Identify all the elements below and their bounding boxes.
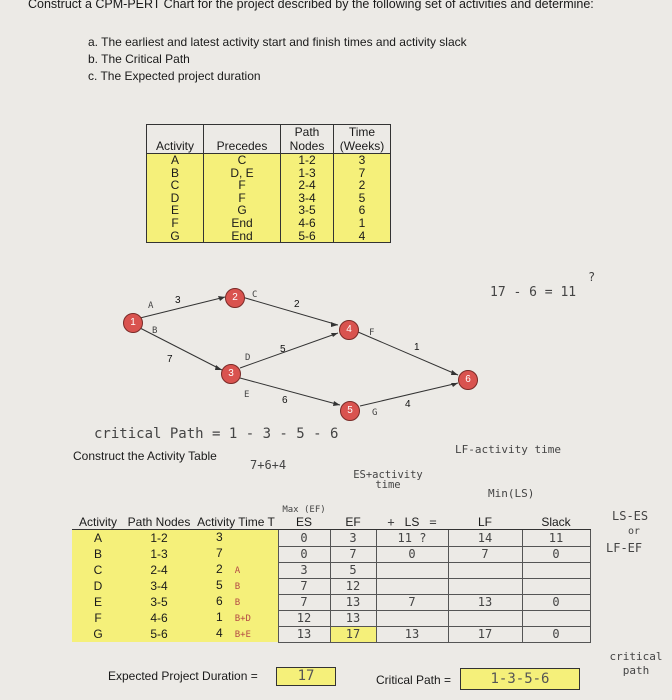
table2-cell-activity: F [72,610,124,626]
col2-path: Path Nodes [124,499,194,530]
table2-cell-activity: B [72,546,124,562]
table2-cell-path: 4-6 [124,610,194,626]
table2-cell-slack [522,610,590,626]
item-c: c. The Expected project duration [88,69,261,83]
table1-cell-activity: E [147,204,204,217]
edge-label-2-4: 2 [294,299,300,310]
table2-cell-es: 3 [278,562,330,578]
table2-time-value: 7 [216,546,223,560]
activity-table [72,499,591,643]
table2-time-note: B [234,582,241,592]
table2-cell-ef: 3 [330,530,376,547]
table2-cell-path: 2-4 [124,562,194,578]
table-title: Construct the Activity Table [73,449,217,463]
table2-row [72,546,590,562]
edge-label-3-5: 6 [282,395,288,406]
table1-cell-time: 2 [334,179,391,192]
node-4: 4 [339,320,359,340]
table2-cell-ef: 13 [330,610,376,626]
table1-cell-time: 3 [334,154,391,167]
hw-letter-e: E [244,390,250,400]
table1-cell-path: 1-3 [281,167,334,180]
table2-cell-activity: A [72,530,124,547]
node-1: 1 [123,313,143,333]
edge-label-5-6: 4 [405,399,411,410]
arrowhead-4b [331,333,338,337]
table2-cell-es: 0 [278,546,330,562]
table2-cell-lf: 17 [448,626,522,642]
table2-time-value: 2 [216,562,223,576]
hw-letter-b: B [152,326,158,336]
table1-cell-precedes: F [204,179,281,192]
table2-cell-ef: 13 [330,594,376,610]
hw-es-note: ES+activity time [353,469,423,491]
table2-cell-path: 1-3 [124,546,194,562]
table1-cell-time: 1 [334,217,391,230]
table2-cell-slack [522,562,590,578]
table2-time-note: B [234,598,241,608]
table2-cell-es: 13 [278,626,330,642]
hw-plus: + [387,515,395,529]
table2-cell-lf: 13 [448,594,522,610]
col-precedes: Precedes [204,125,281,154]
table2-time-value: 5 [216,578,223,592]
table2-cell-es: 12 [278,610,330,626]
table2-time-note: B+D [234,614,251,624]
table1-cell-activity: B [147,167,204,180]
hw-equals: = [429,515,437,529]
node-2: 2 [225,288,245,308]
col2-es [278,499,330,530]
item-b: b. The Critical Path [88,52,190,66]
table2-cell-time [194,626,278,642]
col2-max: Max (EF) [282,505,326,515]
table2-cell-ls [376,578,448,594]
hw-calc: 17 - 6 = 11 [490,285,577,300]
arrowhead-5 [333,401,340,406]
col-path-nodes: Path Nodes [281,125,334,154]
table2-cell-time [194,546,278,562]
hw-question-mark: ? [588,270,596,284]
edge-2-4 [242,297,338,325]
table1-cell-path: 2-4 [281,179,334,192]
table2-row [72,626,590,642]
hw-letter-f: F [369,328,375,338]
table2-cell-es: 7 [278,594,330,610]
table1-cell-precedes: End [204,217,281,230]
table2-cell-time [194,562,278,578]
table2-cell-activity: G [72,626,124,642]
table2-cell-ls [376,562,448,578]
critical-path-label: Critical Path = [376,673,452,687]
col2-ef: EF [330,499,376,530]
table2-cell-slack: 0 [522,594,590,610]
edge-4-6 [358,332,458,375]
critical-path-value: 1-3-5-6 [460,668,580,690]
table2-time-value: 3 [216,530,223,544]
table2-time-value: 4 [216,626,223,640]
table2-cell-activity: D [72,578,124,594]
table2-cell-lf [448,562,522,578]
edge-label-4-6: 1 [414,342,420,353]
edge-3-4 [240,333,338,368]
table1-cell-activity: C [147,179,204,192]
hw-ls-es: LS-ES [612,509,649,523]
duration-label: Expected Project Duration = [108,669,258,683]
col2-ls-label: LS [404,515,420,529]
node-5: 5 [340,401,360,421]
node-6: 6 [458,370,478,390]
table2-cell-activity: C [72,562,124,578]
item-a: a. The earliest and latest activity start and finish times and activity slack [88,35,467,49]
table1-cell-time: 7 [334,167,391,180]
table2-time-note: A [234,566,241,576]
table2-cell-lf [448,578,522,594]
table2-cell-ef: 12 [330,578,376,594]
table2-cell-time [194,594,278,610]
table2-row [72,530,590,547]
table1-cell-path: 3-4 [281,192,334,205]
question-title: Construct a CPM-PERT Chart for the project described by the following set of activities and determine: [28,0,594,11]
arrowhead-6a [451,370,458,375]
table2-cell-ls: 11 ? [376,530,448,547]
table1-cell-activity: A [147,154,204,167]
table1-cell-path: 1-2 [281,154,334,167]
table2-cell-path: 1-2 [124,530,194,547]
table2-cell-path: 5-6 [124,626,194,642]
table1-cell-path: 5-6 [281,230,334,243]
hw-lf-ef: LF-EF [606,541,643,555]
table1-cell-time: 5 [334,192,391,205]
table2-cell-es: 0 [278,530,330,547]
col2-slack: Slack [522,499,590,530]
hw-letter-d: D [245,353,251,363]
table2-row [72,610,590,626]
table2-cell-path: 3-5 [124,594,194,610]
table2-cell-slack [522,578,590,594]
table2-cell-lf [448,610,522,626]
edge-3-5 [240,378,340,405]
table1-cell-precedes: D, E [204,167,281,180]
table2-time-value: 6 [216,594,223,608]
table1-cell-time: 4 [334,230,391,243]
table2-cell-time [194,610,278,626]
table2-row [72,578,590,594]
table1-cell-path: 3-5 [281,204,334,217]
hw-or: or [628,526,641,537]
table2-row [72,594,590,610]
table1-cell-path: 4-6 [281,217,334,230]
table1-cell-precedes: End [204,230,281,243]
table2-cell-slack: 11 [522,530,590,547]
edge-label-1-3: 7 [167,354,173,365]
col2-lf: LF [448,499,522,530]
table2-cell-activity: E [72,594,124,610]
duration-value: 17 [276,667,336,686]
col2-ls [376,499,448,530]
table2-time-value: 1 [216,610,223,624]
table2-row [72,562,590,578]
hw-min-ls: Min(LS) [488,487,535,500]
hw-letter-a: A [148,301,154,311]
node-3: 3 [221,364,241,384]
table1-cell-activity: G [147,230,204,243]
arrowhead-6b [451,383,458,387]
table2-cell-ef: 7 [330,546,376,562]
table2-cell-ls: 13 [376,626,448,642]
table2-cell-time [194,578,278,594]
hw-critical-path: critical Path = 1 - 3 - 5 - 6 [94,426,339,442]
table2-cell-lf: 7 [448,546,522,562]
hw-sum: 7+6+4 [250,458,287,472]
table1-cell-precedes: C [204,154,281,167]
col2-activity: Activity [72,499,124,530]
table2-cell-slack: 0 [522,626,590,642]
table1-cell-activity: F [147,217,204,230]
table2-cell-ls: 0 [376,546,448,562]
table1-cell-time: 6 [334,204,391,217]
hw-letter-c: C [252,290,258,300]
edge-label-3-4: 5 [280,344,286,355]
col-activity: Activity [147,125,204,154]
table2-time-note: B+E [234,630,251,640]
col-time: Time (Weeks) [334,125,391,154]
table2-cell-ef: 5 [330,562,376,578]
table1-cell-precedes: G [204,204,281,217]
table2-cell-ef: 17 [330,626,376,642]
table2-cell-path: 3-4 [124,578,194,594]
table1-cell-precedes: F [204,192,281,205]
hw-lf-note: LF-activity time [455,443,561,456]
col2-time: Activity Time T [194,499,278,530]
hw-letter-g: G [372,408,378,418]
edge-label-1-2: 3 [175,295,181,306]
hw-critical-path-note: critical path [609,650,663,677]
table2-cell-slack: 0 [522,546,590,562]
table2-cell-ls [376,610,448,626]
table2-cell-lf: 14 [448,530,522,547]
table2-cell-ls: 7 [376,594,448,610]
table2-cell-es: 7 [278,578,330,594]
table2-cell-time [194,530,278,547]
table1-cell-activity: D [147,192,204,205]
col2-es-label: ES [295,515,312,529]
